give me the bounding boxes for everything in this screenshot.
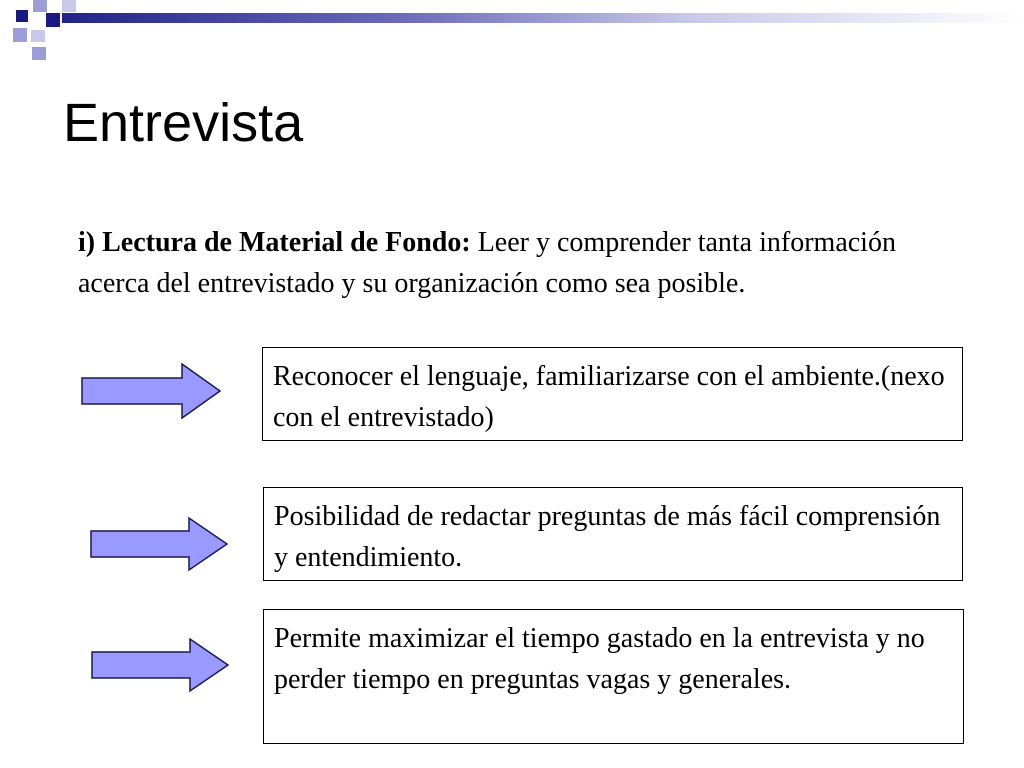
header-square-6 <box>62 0 76 12</box>
point-box-3 <box>263 609 964 744</box>
right-arrow-icon <box>90 637 234 693</box>
header-square-2 <box>33 0 47 12</box>
point-text-1: Reconocer el lenguaje, familiarizarse con el ambiente.(nexo con el entrevistado) <box>273 361 945 433</box>
intro-marker: i) <box>78 227 103 258</box>
point-box-2 <box>263 487 963 581</box>
header-square-5 <box>31 30 45 42</box>
header-square-3 <box>13 28 27 42</box>
point-text-2: Posibilidad de redactar preguntas de más fácil comprensión y entendimiento. <box>274 501 941 573</box>
slide-title: Entrevista <box>63 93 304 153</box>
header-square-4 <box>46 13 60 27</box>
header-gradient-bar <box>62 13 1024 23</box>
intro-heading: Lectura de Material de Fondo: <box>102 227 471 258</box>
intro-paragraph <box>78 222 958 304</box>
header-square-7 <box>32 47 46 60</box>
point-text-3: Permite maximizar el tiempo gastado en la entrevista y no perder tiempo en preguntas vagas y generales. <box>274 623 925 695</box>
right-arrow-icon <box>89 516 233 572</box>
intro-text: Leer y comprender tanta información acerca del entrevistado y su organización como sea posible. <box>78 227 896 299</box>
header-square-1 <box>16 10 28 22</box>
point-box-1 <box>262 347 963 441</box>
right-arrow-icon <box>80 362 224 420</box>
